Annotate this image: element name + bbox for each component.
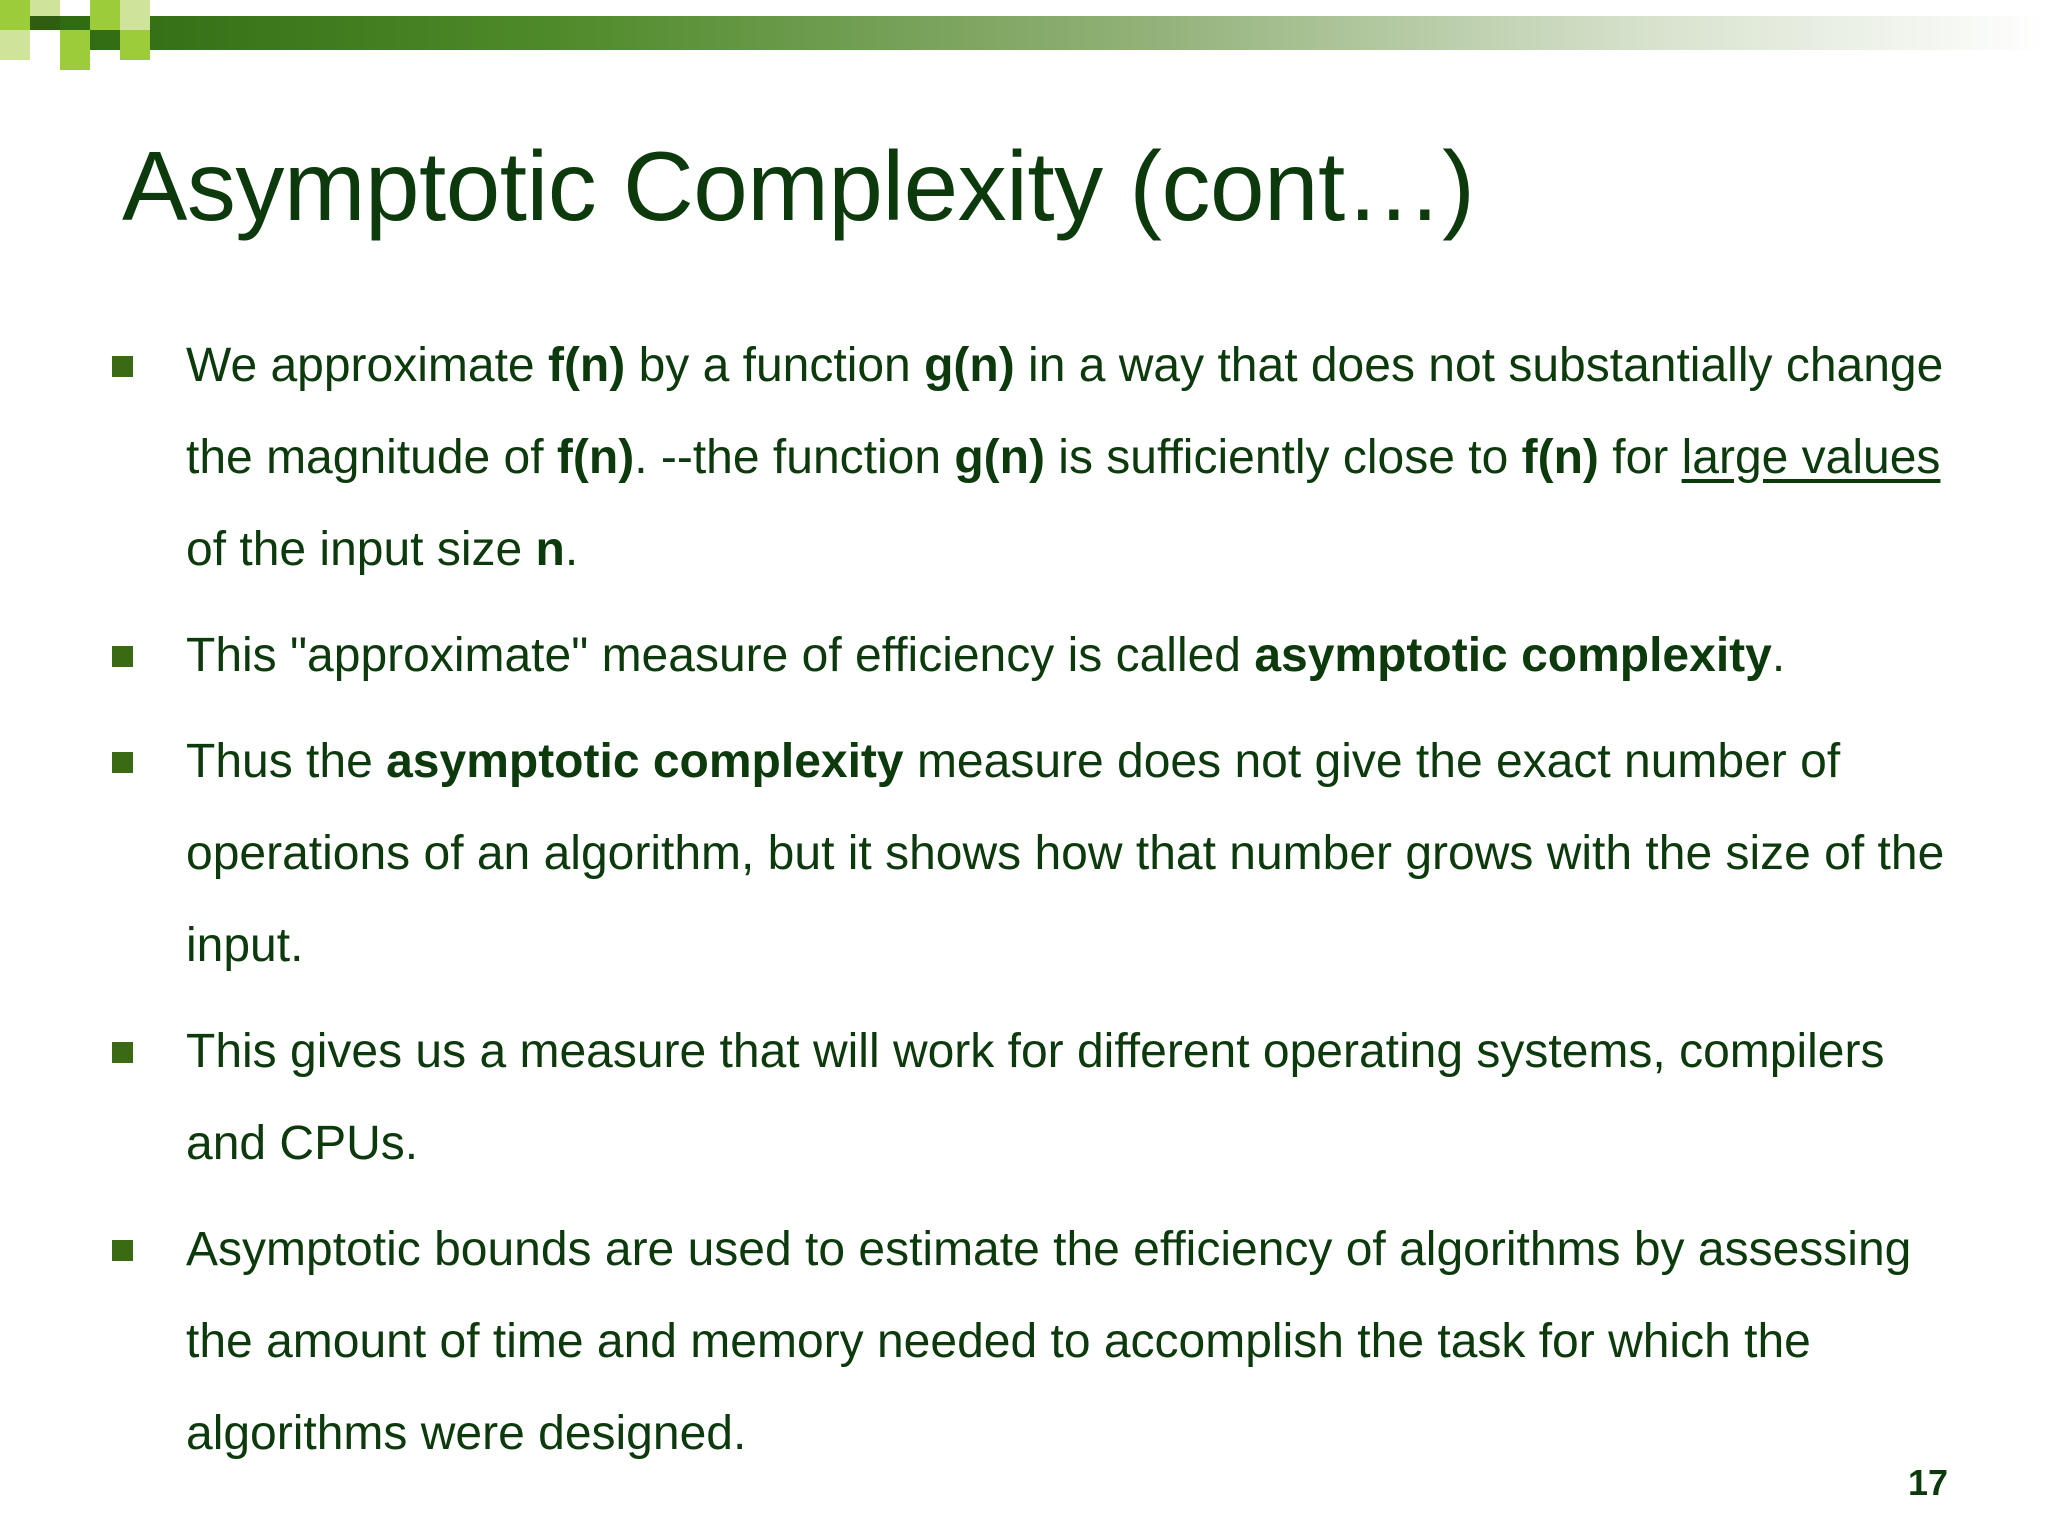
deco-square <box>120 0 150 30</box>
decorative-header-bar <box>0 0 2048 70</box>
bullet-square-icon <box>112 752 133 773</box>
bullet-square-icon <box>112 1042 133 1063</box>
bullet-text-segment: of the input size <box>186 523 536 576</box>
deco-square <box>120 30 150 60</box>
bullet-text-segment: This "approximate" measure of efficiency is called <box>186 629 1255 682</box>
page-number: 17 <box>1907 1462 1948 1503</box>
bullet-text-segment: We approximate <box>186 339 548 392</box>
deco-square <box>60 30 90 60</box>
bullet-text-segment: . <box>564 523 579 576</box>
bullet-item <box>108 1006 1948 1190</box>
deco-square <box>30 16 60 30</box>
deco-square <box>0 30 30 60</box>
bullet-list <box>108 320 1948 1494</box>
bullet-text-segment: f(n) <box>547 339 626 392</box>
deco-square <box>60 60 90 70</box>
bullet-text-segment: Asymptotic bounds are used to estimate the efficiency of algorithms by assessing the amount of time and memory needed to accomplish the task for which the algorithms were designed. <box>186 1223 1912 1460</box>
bullet-text-segment: Thus the <box>186 735 387 788</box>
bullet-text-segment: f(n) <box>1521 431 1599 484</box>
bullet-text-segment: by a function <box>625 339 925 392</box>
bullet-item <box>108 1204 1948 1480</box>
bullet-text-segment: measure does not give the exact number of operations of an algorithm, but it shows how that number grows with the size of the input. <box>186 735 1945 972</box>
bullet-item <box>108 610 1948 702</box>
bullet-text-segment: in a way that does not substantially change the magnitude of <box>186 339 1944 484</box>
bullet-text-segment: g(n) <box>954 431 1045 484</box>
bullet-text-segment: n <box>535 523 565 576</box>
bullet-square-icon <box>112 356 133 377</box>
bullet-square-icon <box>112 1240 133 1261</box>
bullet-text-segment: for <box>1598 431 1682 484</box>
bullet-text-segment: large values <box>1681 431 1941 484</box>
bullet-item <box>108 716 1948 992</box>
bullet-text-segment: . --the function <box>634 431 955 484</box>
bullet-text-segment: asymptotic complexity <box>1254 629 1772 682</box>
deco-square <box>90 0 120 30</box>
bullet-square-icon <box>112 646 133 667</box>
deco-square <box>0 0 30 30</box>
bullet-item <box>108 320 1948 596</box>
bullet-text-segment: f(n) <box>556 431 635 484</box>
slide-title: Asymptotic Complexity (cont…) <box>122 131 1475 241</box>
bullet-text-segment: asymptotic complexity <box>386 735 904 788</box>
bullet-text-segment: g(n) <box>924 339 1015 392</box>
gradient-band <box>60 16 2048 50</box>
bullet-text-segment: This gives us a measure that will work for different operating systems, compilers and CPUs. <box>186 1025 1885 1170</box>
bullet-text-segment: . <box>1771 629 1786 682</box>
bullet-text-segment: is sufficiently close to <box>1044 431 1522 484</box>
